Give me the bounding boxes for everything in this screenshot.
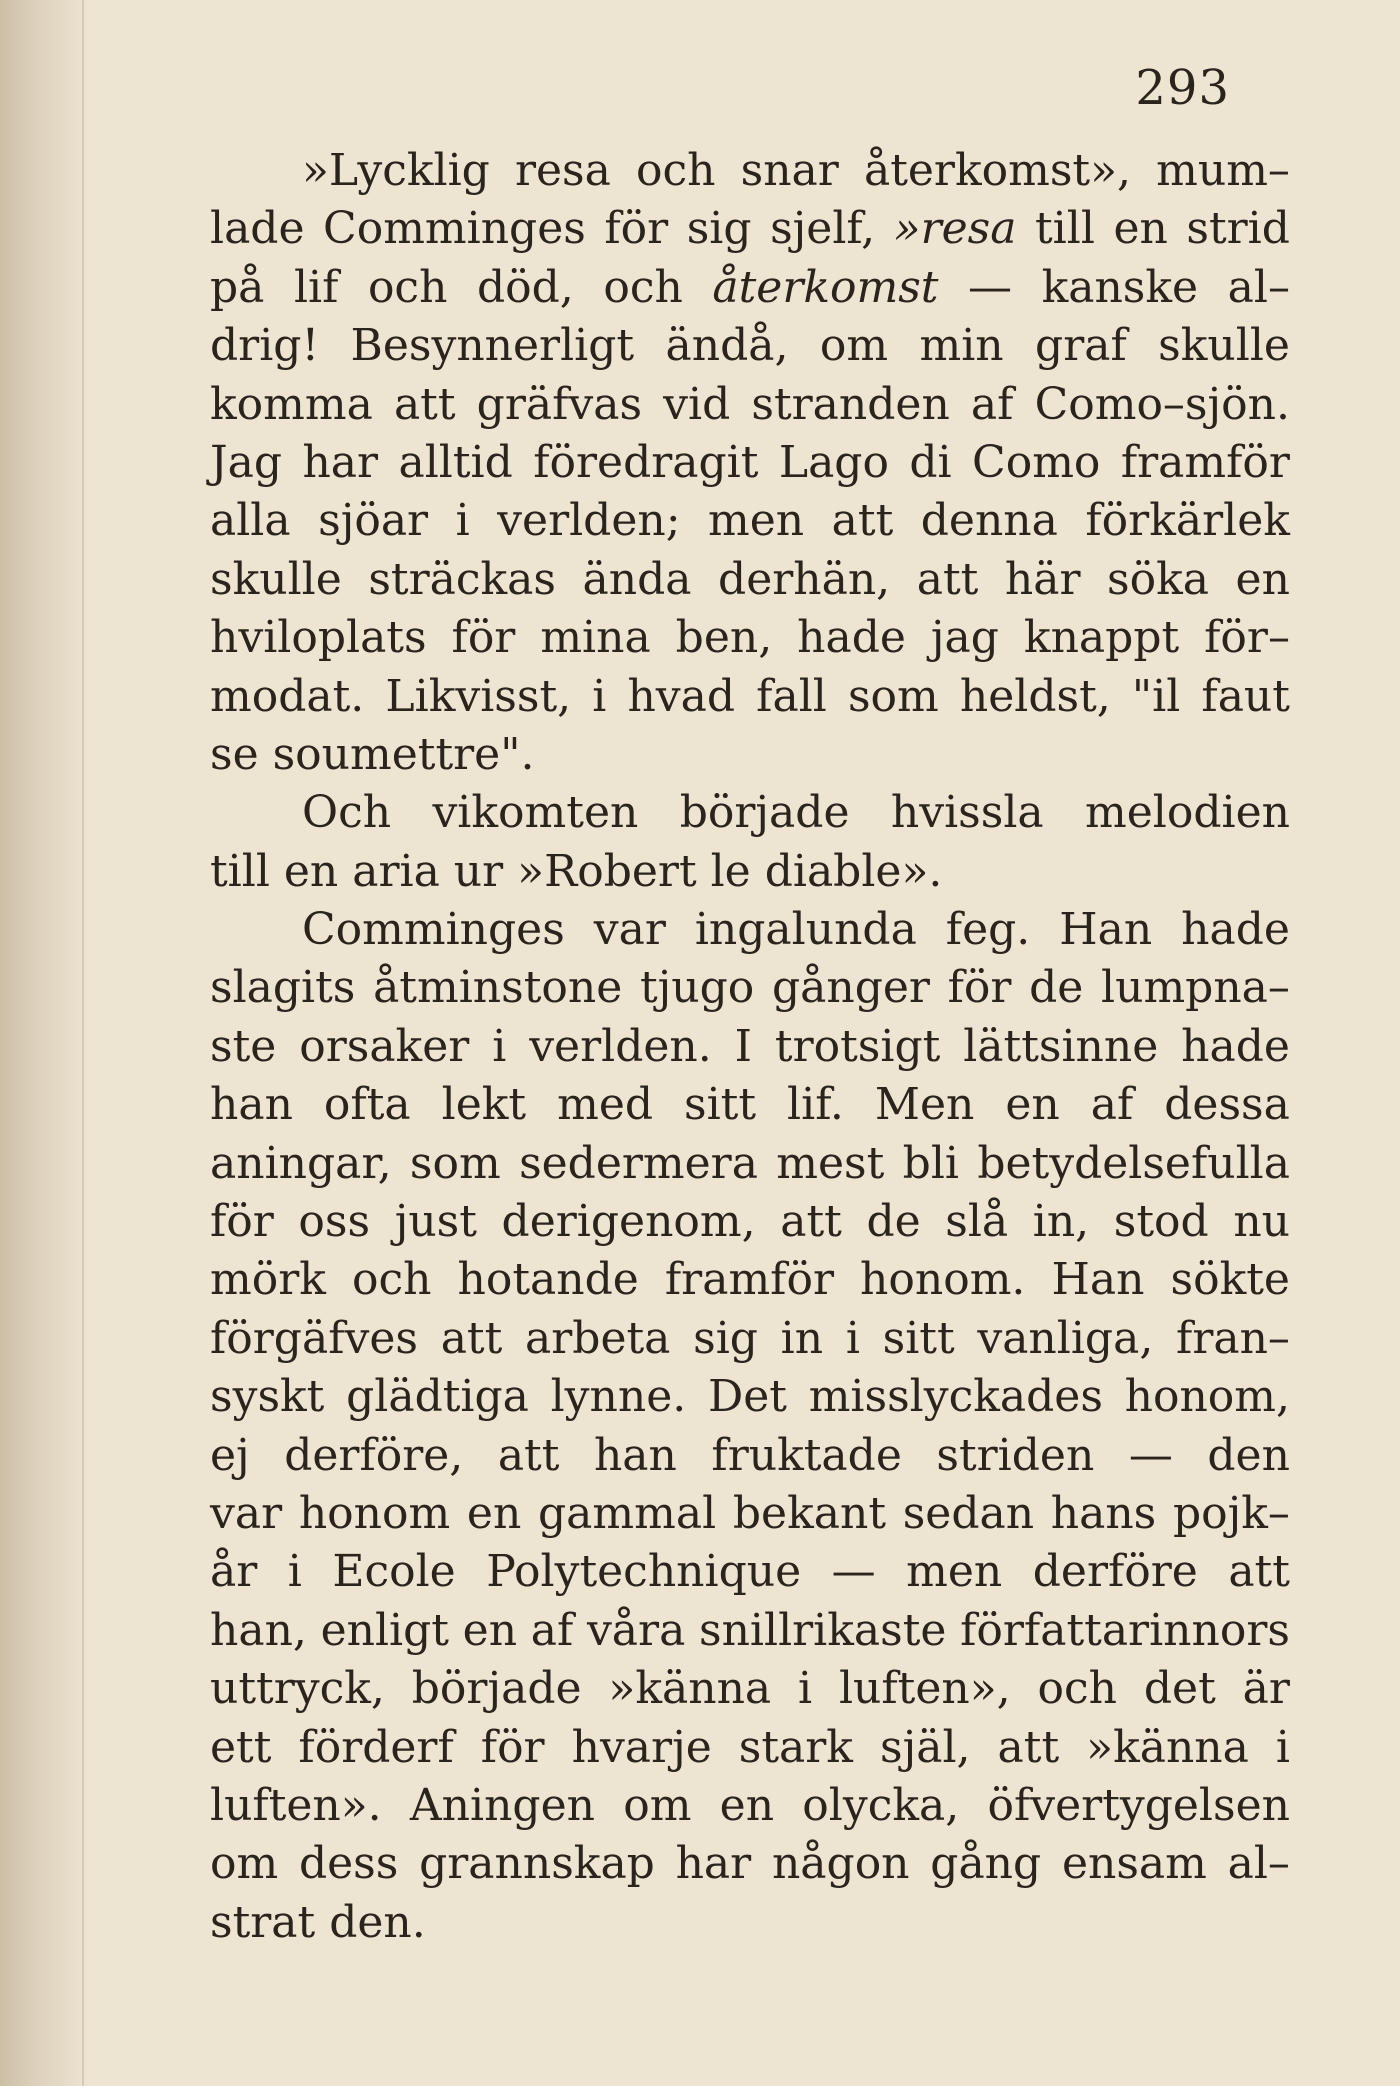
text-line bbox=[210, 1602, 1290, 1660]
word: "il bbox=[1131, 670, 1181, 722]
word: modat. bbox=[210, 670, 365, 722]
word: framför bbox=[1120, 436, 1290, 488]
text-line bbox=[210, 1660, 1290, 1718]
word: att bbox=[831, 495, 894, 547]
word: som bbox=[847, 670, 939, 722]
word: våra bbox=[586, 1604, 686, 1656]
word: dessa bbox=[1164, 1079, 1290, 1131]
word: om bbox=[819, 320, 889, 372]
word: har bbox=[302, 436, 379, 488]
word: Han bbox=[1059, 904, 1153, 956]
word: som bbox=[409, 1137, 501, 1189]
text-line bbox=[210, 1251, 1290, 1309]
word: vikomten bbox=[432, 787, 639, 839]
word: al– bbox=[1227, 1838, 1290, 1890]
word: striden bbox=[936, 1429, 1095, 1481]
word: kanske bbox=[1041, 261, 1199, 313]
word: I bbox=[734, 1020, 753, 1072]
word: »känna bbox=[1086, 1721, 1249, 1773]
word: arbeta bbox=[525, 1312, 671, 1364]
word: för bbox=[604, 203, 669, 255]
word: att bbox=[393, 378, 456, 430]
text-line bbox=[210, 259, 1290, 317]
word: — bbox=[1128, 1429, 1173, 1481]
word: söka bbox=[1107, 553, 1209, 605]
word: melodien bbox=[1085, 787, 1290, 839]
word: ändå, bbox=[665, 320, 789, 372]
word: fall bbox=[756, 670, 827, 722]
word: han, bbox=[210, 1604, 307, 1656]
word: Besynnerligt bbox=[350, 320, 635, 372]
word: var bbox=[210, 1487, 283, 1539]
word: tjugo bbox=[639, 962, 755, 1014]
text-line bbox=[210, 1835, 1290, 1893]
word: faut bbox=[1201, 670, 1290, 722]
word: för– bbox=[1204, 612, 1290, 664]
word: Han bbox=[1051, 1254, 1145, 1306]
word: lif. bbox=[787, 1079, 844, 1131]
word: hade bbox=[1181, 904, 1290, 956]
word: dess bbox=[298, 1838, 399, 1890]
word: om bbox=[210, 1838, 279, 1890]
word: i bbox=[492, 1020, 507, 1072]
text-line: strat den. bbox=[210, 1896, 426, 1948]
word: misslyckades bbox=[808, 1371, 1103, 1423]
word: sjöar bbox=[318, 495, 429, 547]
word: derföre, bbox=[284, 1429, 464, 1481]
word: Aningen bbox=[409, 1779, 595, 1831]
word: bli bbox=[902, 1137, 959, 1189]
word: ben, bbox=[675, 612, 773, 664]
word: i bbox=[455, 495, 470, 547]
word: i bbox=[798, 1663, 813, 1715]
word: snar bbox=[740, 145, 839, 196]
word: trotsigt bbox=[774, 1020, 941, 1072]
word: in, bbox=[1032, 1196, 1090, 1248]
text-line bbox=[210, 1018, 1290, 1076]
word: — bbox=[831, 1546, 876, 1598]
word: hotande bbox=[457, 1254, 639, 1306]
word: åtminstone bbox=[373, 962, 623, 1014]
text-line bbox=[210, 1777, 1290, 1835]
word: han bbox=[593, 1429, 677, 1481]
word: ingalunda bbox=[694, 904, 917, 956]
word: fruktade bbox=[711, 1429, 902, 1481]
text-line bbox=[210, 1310, 1290, 1368]
word: i bbox=[287, 1546, 302, 1598]
word: var bbox=[593, 904, 666, 956]
word: fran– bbox=[1176, 1312, 1290, 1364]
word: här bbox=[1004, 553, 1081, 605]
word: mörk bbox=[210, 1254, 326, 1306]
word: föredragit bbox=[533, 436, 759, 488]
word: denna bbox=[920, 495, 1058, 547]
text-line bbox=[210, 784, 1290, 842]
word: Comminges bbox=[323, 203, 586, 255]
word: Lago bbox=[778, 436, 889, 488]
page-number: 293 bbox=[1135, 60, 1230, 116]
word: Jag bbox=[210, 436, 283, 488]
word: bekant bbox=[732, 1487, 886, 1539]
word: han bbox=[210, 1079, 293, 1131]
word: vanliga, bbox=[977, 1312, 1154, 1364]
word: derhän, bbox=[718, 553, 891, 605]
text-line bbox=[210, 1368, 1290, 1426]
word: och bbox=[367, 261, 448, 313]
word: gång bbox=[930, 1838, 1042, 1890]
word: alltid bbox=[398, 436, 513, 488]
body-text bbox=[210, 142, 1290, 1952]
word: sitt bbox=[882, 1312, 955, 1364]
word: Det bbox=[707, 1371, 787, 1423]
word: mum– bbox=[1156, 145, 1290, 196]
word: men bbox=[906, 1546, 1003, 1598]
word: att bbox=[440, 1312, 503, 1364]
word: ett bbox=[210, 1721, 272, 1773]
text-line bbox=[210, 1193, 1290, 1251]
word: ej bbox=[210, 1429, 250, 1481]
word: sträckas bbox=[368, 553, 556, 605]
word: för bbox=[210, 1196, 274, 1248]
word: att bbox=[1228, 1546, 1290, 1598]
word: död, bbox=[476, 261, 574, 313]
word: började bbox=[411, 1663, 582, 1715]
word: en bbox=[1005, 1079, 1060, 1131]
word: »Lycklig bbox=[302, 145, 490, 196]
word: och bbox=[1037, 1663, 1118, 1715]
text-line bbox=[210, 609, 1290, 667]
word: hvad bbox=[627, 670, 736, 722]
word: Men bbox=[874, 1079, 975, 1131]
word: honom. bbox=[860, 1254, 1026, 1306]
text-line bbox=[210, 1427, 1290, 1485]
word: gammal bbox=[538, 1487, 717, 1539]
text-line bbox=[210, 1076, 1290, 1134]
word: sitt bbox=[684, 1079, 757, 1131]
word: sedan bbox=[902, 1487, 1035, 1539]
word: snillrikaste bbox=[699, 1604, 947, 1656]
word: resa bbox=[514, 145, 611, 196]
word: ofta bbox=[323, 1079, 411, 1131]
word: för bbox=[947, 962, 1012, 1014]
word: knappt bbox=[1023, 612, 1180, 664]
word: Comminges bbox=[302, 904, 565, 956]
word: betydelsefulla bbox=[977, 1137, 1290, 1189]
word: hade bbox=[797, 612, 906, 664]
word: »resa bbox=[893, 203, 1017, 255]
word: slagits bbox=[210, 962, 356, 1014]
text-line bbox=[210, 376, 1290, 434]
word: af bbox=[970, 378, 1014, 430]
word: hans bbox=[1050, 1487, 1157, 1539]
text-line bbox=[210, 142, 1290, 200]
word: författarinnors bbox=[960, 1604, 1290, 1656]
text-line bbox=[210, 1543, 1290, 1601]
text-line bbox=[210, 551, 1290, 609]
word: själ, bbox=[880, 1721, 971, 1773]
word: slå bbox=[945, 1196, 1009, 1248]
word: det bbox=[1143, 1663, 1216, 1715]
word: lynne. bbox=[550, 1371, 687, 1423]
word: att bbox=[916, 553, 979, 605]
word: alla bbox=[210, 495, 291, 547]
text-line bbox=[210, 1135, 1290, 1193]
word: återkomst», bbox=[863, 145, 1131, 196]
word: grannskap bbox=[419, 1838, 655, 1890]
word: af bbox=[1090, 1079, 1134, 1131]
word: luften», bbox=[838, 1663, 1011, 1715]
word: de bbox=[866, 1196, 921, 1248]
word: förgäfves bbox=[210, 1312, 418, 1364]
word: Polytechnique bbox=[486, 1546, 802, 1598]
word: år bbox=[210, 1546, 258, 1598]
word: heldst, bbox=[959, 670, 1111, 722]
word: öfvertygelsen bbox=[987, 1779, 1290, 1831]
text-line bbox=[210, 434, 1290, 492]
word: sig bbox=[693, 1312, 758, 1364]
word: att bbox=[497, 1429, 560, 1481]
word: Como bbox=[972, 436, 1101, 488]
word: stod bbox=[1113, 1196, 1209, 1248]
word: feg. bbox=[945, 904, 1031, 956]
page-gutter-shadow bbox=[0, 0, 90, 2086]
word: glädtiga bbox=[346, 1371, 529, 1423]
word: för bbox=[480, 1721, 545, 1773]
word: sökte bbox=[1170, 1254, 1290, 1306]
text-line: se soumettre". bbox=[210, 728, 535, 780]
word: strid bbox=[1186, 203, 1290, 255]
word: stranden bbox=[751, 378, 950, 430]
word: oss bbox=[298, 1196, 371, 1248]
word: och bbox=[636, 145, 716, 196]
word: är bbox=[1242, 1663, 1290, 1715]
word: men bbox=[708, 495, 805, 547]
text-line bbox=[210, 1719, 1290, 1777]
word: förderf bbox=[298, 1721, 454, 1773]
word: lumpna– bbox=[1101, 962, 1290, 1014]
word: sig bbox=[686, 203, 752, 255]
word: en bbox=[719, 1779, 775, 1831]
word: ensam bbox=[1061, 1838, 1207, 1890]
word: framför bbox=[664, 1254, 834, 1306]
word: — bbox=[968, 261, 1013, 313]
word: om bbox=[623, 1779, 692, 1831]
word: honom, bbox=[1124, 1371, 1290, 1423]
text-line bbox=[210, 200, 1290, 258]
word: en bbox=[466, 1487, 522, 1539]
word: hvarje bbox=[571, 1721, 712, 1773]
text-line bbox=[210, 492, 1290, 550]
word: Como–sjön. bbox=[1034, 378, 1290, 430]
word: di bbox=[909, 436, 952, 488]
word: gånger bbox=[771, 962, 930, 1014]
text-line bbox=[210, 959, 1290, 1017]
word: för bbox=[451, 612, 516, 664]
word: jag bbox=[930, 612, 999, 664]
word: derföre bbox=[1032, 1546, 1198, 1598]
word: lade bbox=[210, 203, 305, 255]
word: en bbox=[1113, 203, 1168, 255]
word: Ecole bbox=[332, 1546, 456, 1598]
word: och bbox=[603, 261, 683, 313]
word: med bbox=[557, 1079, 654, 1131]
word: Och bbox=[302, 787, 392, 839]
text-line bbox=[210, 668, 1290, 726]
text-line bbox=[210, 901, 1290, 959]
word: hvissla bbox=[890, 787, 1044, 839]
word: ste bbox=[210, 1020, 277, 1072]
word: luften». bbox=[210, 1779, 382, 1831]
word: och bbox=[351, 1254, 432, 1306]
word: mest bbox=[776, 1137, 885, 1189]
word: på bbox=[210, 261, 265, 313]
word: har bbox=[675, 1838, 752, 1890]
word: enligt bbox=[320, 1604, 449, 1656]
word: vid bbox=[663, 378, 731, 430]
word: olycka, bbox=[802, 1779, 960, 1831]
word: honom bbox=[298, 1487, 451, 1539]
word: någon bbox=[771, 1838, 910, 1890]
word: hade bbox=[1181, 1020, 1290, 1072]
word: aningar, bbox=[210, 1137, 392, 1189]
word: lekt bbox=[441, 1079, 527, 1131]
text-line: till en aria ur »Robert le diable». bbox=[210, 845, 943, 897]
word: min bbox=[919, 320, 1004, 372]
word: in bbox=[780, 1312, 824, 1364]
word: al– bbox=[1227, 261, 1290, 313]
word: en bbox=[1235, 553, 1290, 605]
word: återkomst bbox=[712, 261, 939, 313]
word: att bbox=[997, 1721, 1060, 1773]
word: syskt bbox=[210, 1371, 325, 1423]
word: orsaker bbox=[299, 1020, 470, 1072]
word: sjelf, bbox=[770, 203, 876, 255]
word: gräfvas bbox=[476, 378, 643, 430]
word: derigenom, bbox=[501, 1196, 756, 1248]
text-line bbox=[210, 1485, 1290, 1543]
word: till bbox=[1035, 203, 1095, 255]
word: pojk– bbox=[1172, 1487, 1290, 1539]
word: i bbox=[1275, 1721, 1290, 1773]
word: uttryck, bbox=[210, 1663, 385, 1715]
word: »känna bbox=[608, 1663, 772, 1715]
word: hviloplats bbox=[210, 612, 427, 664]
word: sedermera bbox=[519, 1137, 758, 1189]
word: i bbox=[592, 670, 607, 722]
word: de bbox=[1029, 962, 1084, 1014]
word: drig! bbox=[210, 320, 320, 372]
word: af bbox=[530, 1604, 574, 1656]
word: komma bbox=[210, 378, 373, 430]
word: en bbox=[462, 1604, 518, 1656]
word: den bbox=[1207, 1429, 1290, 1481]
word: lättsinne bbox=[963, 1020, 1159, 1072]
word: verlden; bbox=[497, 495, 681, 547]
word: började bbox=[679, 787, 850, 839]
word: att bbox=[780, 1196, 842, 1248]
word: nu bbox=[1233, 1196, 1290, 1248]
word: just bbox=[394, 1196, 477, 1248]
word: skulle bbox=[210, 553, 342, 605]
word: Likvisst, bbox=[385, 670, 572, 722]
word: graf bbox=[1035, 320, 1127, 372]
word: stark bbox=[738, 1721, 853, 1773]
text-line bbox=[210, 317, 1290, 375]
word: lif bbox=[293, 261, 339, 313]
page-edge bbox=[82, 0, 84, 2086]
word: skulle bbox=[1158, 320, 1290, 372]
word: verlden. bbox=[529, 1020, 712, 1072]
word: ända bbox=[582, 553, 692, 605]
word: förkärlek bbox=[1085, 495, 1290, 547]
word: i bbox=[845, 1312, 860, 1364]
word: mina bbox=[540, 612, 651, 664]
